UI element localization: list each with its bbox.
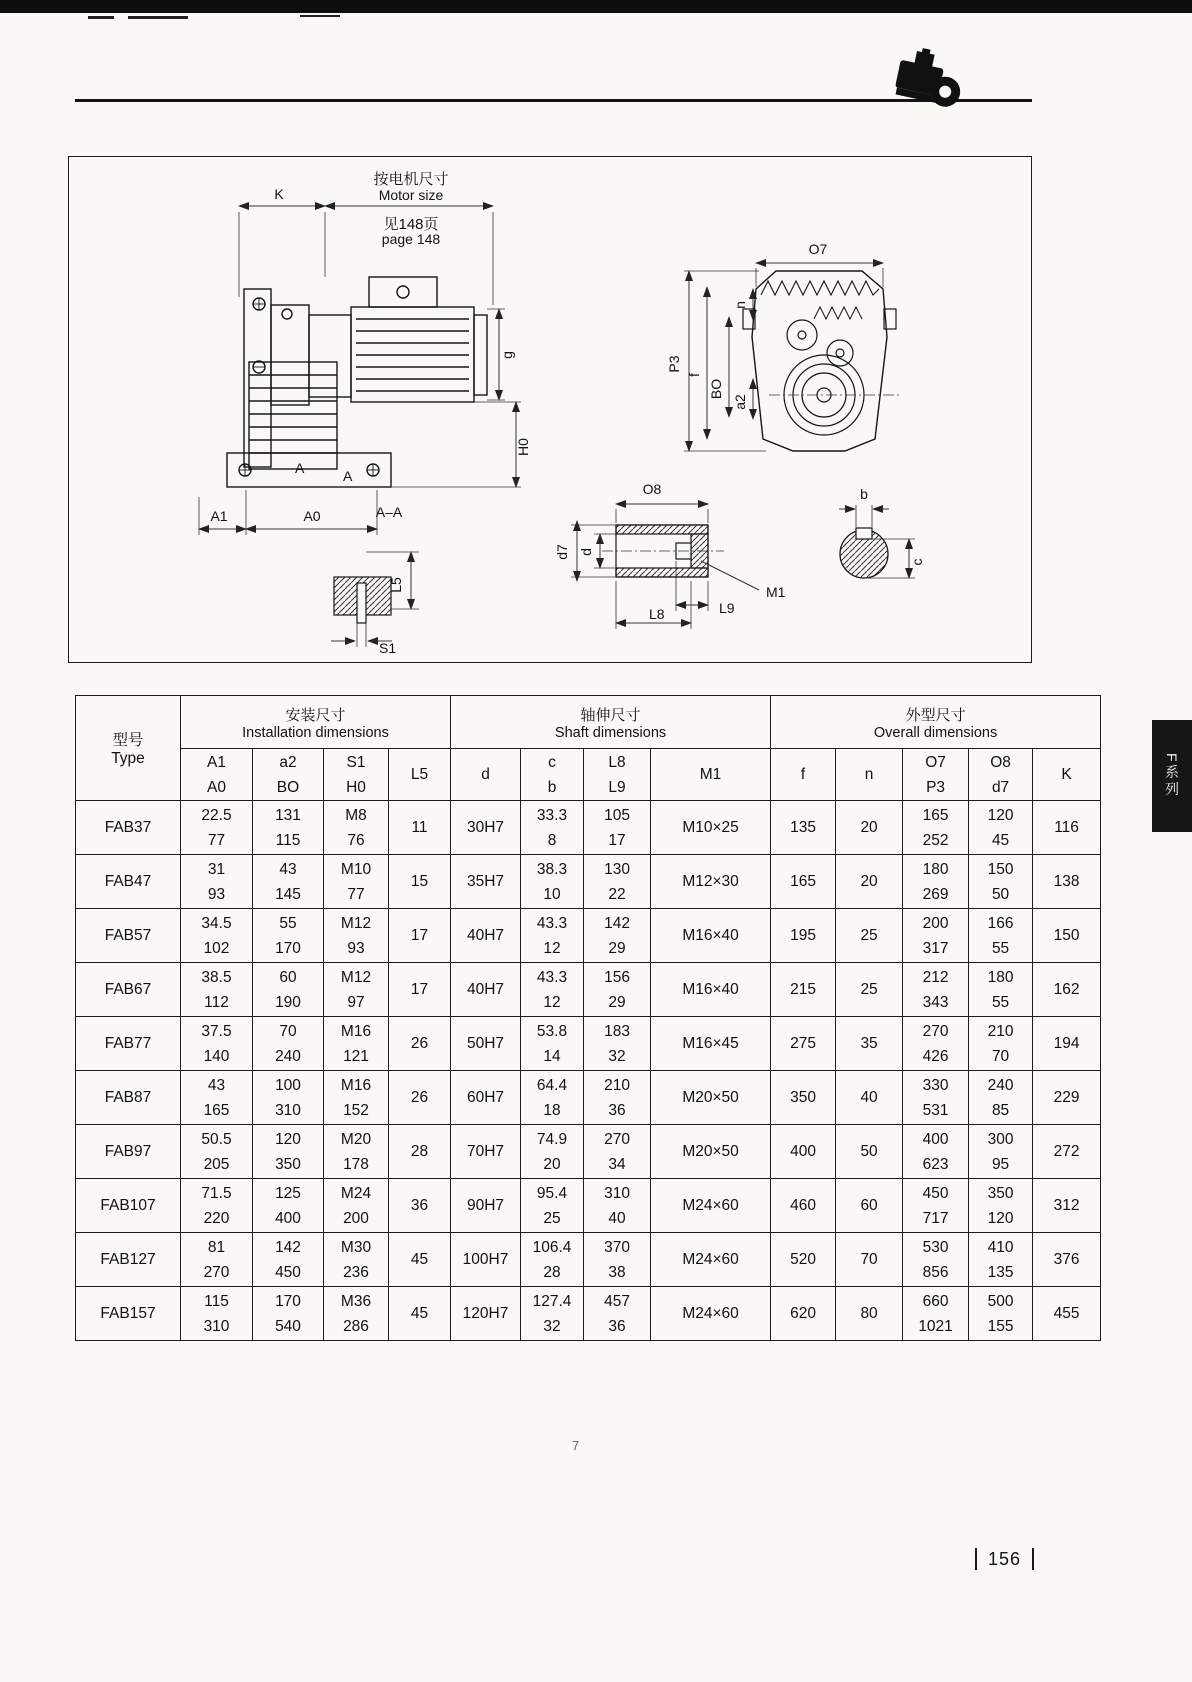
dim-cell: 183 32: [584, 1017, 651, 1071]
dim-cell: 212 343: [903, 963, 969, 1017]
group-header-overall: [771, 696, 1101, 749]
dim-cell: 35: [836, 1017, 903, 1071]
dim-label-n: n: [732, 301, 748, 309]
page-ref-en: page 148: [381, 231, 441, 247]
dim-cell: 71.5 220: [181, 1179, 253, 1233]
dim-cell: 33.3 8: [521, 801, 584, 855]
column-header-row: [76, 749, 1101, 801]
dim-cell: 34.5 102: [181, 909, 253, 963]
column-header-m1: M1: [651, 749, 771, 801]
dim-cell: M16×40: [651, 963, 771, 1017]
table-row-fab97: [76, 1125, 1101, 1179]
dim-cell: 530 856: [903, 1233, 969, 1287]
dim-cell: 410 135: [969, 1233, 1033, 1287]
series-index-label: F系列: [1164, 753, 1180, 799]
scan-mark: [300, 15, 340, 17]
dim-cell: M20 178: [324, 1125, 389, 1179]
dim-cell: 180 269: [903, 855, 969, 909]
dim-cell: 370 38: [584, 1233, 651, 1287]
table-row-fab157: [76, 1287, 1101, 1341]
dim-cell: 40H7: [451, 909, 521, 963]
group-installation-cn: 安装尺寸: [285, 706, 346, 724]
dim-cell: M16×45: [651, 1017, 771, 1071]
dim-cell: 138: [1033, 855, 1101, 909]
dim-cell: 210 70: [969, 1017, 1033, 1071]
group-overall-cn: 外型尺寸: [905, 706, 966, 724]
dim-cell: 350 120: [969, 1179, 1033, 1233]
dim-cell: M20×50: [651, 1071, 771, 1125]
row-type: FAB127: [76, 1233, 181, 1287]
dim-cell: 105 17: [584, 801, 651, 855]
dim-cell: 142 29: [584, 909, 651, 963]
dim-cell: 125 400: [253, 1179, 324, 1233]
column-header-a1: A1 A0: [181, 749, 253, 801]
dim-cell: 81 270: [181, 1233, 253, 1287]
scan-top-bar: [0, 0, 1192, 13]
dim-cell: 55 170: [253, 909, 324, 963]
dim-cell: 150: [1033, 909, 1101, 963]
dim-cell: 40: [836, 1071, 903, 1125]
row-type: FAB57: [76, 909, 181, 963]
dim-cell: 106.4 28: [521, 1233, 584, 1287]
column-header-l8: L8 L9: [584, 749, 651, 801]
dim-cell: 38.3 10: [521, 855, 584, 909]
dim-cell: M24 200: [324, 1179, 389, 1233]
row-type: FAB67: [76, 963, 181, 1017]
type-header-cn: 型号: [112, 732, 144, 749]
dim-label-m1: M1: [766, 584, 786, 600]
dim-label-b: b: [860, 486, 868, 502]
dim-cell: M16 121: [324, 1017, 389, 1071]
dim-label-g: g: [499, 351, 515, 359]
dimension-table-wrap: [75, 695, 1101, 1341]
group-overall-en: Overall dimensions: [873, 724, 998, 741]
dim-cell: M24×60: [651, 1287, 771, 1341]
dim-cell: 195: [771, 909, 836, 963]
column-header-n: n: [836, 749, 903, 801]
technical-drawing-panel: [68, 156, 1032, 663]
dim-label-l5: L5: [388, 577, 404, 593]
dim-label-o7: O7: [808, 241, 828, 257]
dim-cell: 240 85: [969, 1071, 1033, 1125]
dim-label-h0: H0: [515, 438, 531, 456]
dim-cell: 43 145: [253, 855, 324, 909]
dim-label-a0: A0: [303, 508, 321, 524]
row-type: FAB37: [76, 801, 181, 855]
dim-label-d: d: [578, 548, 594, 556]
row-type: FAB47: [76, 855, 181, 909]
motor-size-label-cn: 按电机尺寸: [373, 171, 449, 188]
dim-cell: 70H7: [451, 1125, 521, 1179]
dim-label-s1: S1: [379, 640, 397, 656]
dim-label-l9: L9: [719, 600, 735, 616]
dim-cell: 31 93: [181, 855, 253, 909]
dim-cell: 376: [1033, 1233, 1101, 1287]
group-header-shaft: [451, 696, 771, 749]
group-shaft-cn: 轴伸尺寸: [580, 706, 641, 724]
section-mark-a-left: A: [295, 460, 305, 476]
dim-cell: 229: [1033, 1071, 1101, 1125]
dim-cell: 60H7: [451, 1071, 521, 1125]
dim-cell: 11: [389, 801, 451, 855]
page-number-value: 156: [988, 1548, 1022, 1569]
dim-cell: M24×60: [651, 1233, 771, 1287]
dim-cell: 95.4 25: [521, 1179, 584, 1233]
dim-cell: 162: [1033, 963, 1101, 1017]
scan-stray-mark: 7: [572, 1438, 580, 1453]
dim-cell: 660 1021: [903, 1287, 969, 1341]
row-type: FAB77: [76, 1017, 181, 1071]
dim-cell: M24×60: [651, 1179, 771, 1233]
dim-cell: 90H7: [451, 1179, 521, 1233]
dim-cell: 15: [389, 855, 451, 909]
dim-label-c: c: [909, 558, 925, 566]
dimension-table: [75, 695, 1101, 1341]
brand-logo-icon: [888, 48, 968, 129]
dim-cell: 210 36: [584, 1071, 651, 1125]
dim-cell: 270 426: [903, 1017, 969, 1071]
row-type: FAB97: [76, 1125, 181, 1179]
dim-cell: 120 45: [969, 801, 1033, 855]
table-row-fab67: [76, 963, 1101, 1017]
dimension-table-body: [76, 801, 1101, 1341]
dim-cell: 166 55: [969, 909, 1033, 963]
dim-cell: 272: [1033, 1125, 1101, 1179]
dim-cell: 275: [771, 1017, 836, 1071]
row-type: FAB107: [76, 1179, 181, 1233]
dim-cell: 17: [389, 963, 451, 1017]
dim-cell: 26: [389, 1017, 451, 1071]
table-row-fab87: [76, 1071, 1101, 1125]
dim-cell: 115 310: [181, 1287, 253, 1341]
column-header-o7: O7 P3: [903, 749, 969, 801]
section-mark-a-right: A: [343, 468, 353, 484]
page-number-bar-left: [975, 1548, 977, 1570]
dim-cell: 300 95: [969, 1125, 1033, 1179]
dim-cell: M30 236: [324, 1233, 389, 1287]
dim-cell: 142 450: [253, 1233, 324, 1287]
dim-cell: M10 77: [324, 855, 389, 909]
dim-cell: 312: [1033, 1179, 1101, 1233]
dim-cell: 156 29: [584, 963, 651, 1017]
dim-cell: 170 540: [253, 1287, 324, 1341]
group-header-installation: [181, 696, 451, 749]
dim-cell: 50: [836, 1125, 903, 1179]
dim-cell: 60: [836, 1179, 903, 1233]
page-ref-cn: 见148页: [383, 216, 439, 233]
dim-cell: 450 717: [903, 1179, 969, 1233]
dim-cell: 17: [389, 909, 451, 963]
dim-cell: 53.8 14: [521, 1017, 584, 1071]
dim-cell: 35H7: [451, 855, 521, 909]
dim-cell: 25: [836, 909, 903, 963]
dim-cell: 25: [836, 963, 903, 1017]
dim-cell: M20×50: [651, 1125, 771, 1179]
table-row-fab37: [76, 801, 1101, 855]
table-row-fab57: [76, 909, 1101, 963]
dim-cell: 36: [389, 1179, 451, 1233]
motor-size-label-en: Motor size: [378, 187, 444, 203]
table-row-fab77: [76, 1017, 1101, 1071]
keyway-section-view: [839, 486, 925, 578]
dim-cell: 45: [389, 1287, 451, 1341]
technical-drawing: [69, 157, 1031, 662]
dim-cell: 43.3 12: [521, 909, 584, 963]
column-header-f: f: [771, 749, 836, 801]
dim-cell: 28: [389, 1125, 451, 1179]
dim-cell: 620: [771, 1287, 836, 1341]
dim-label-a2: a2: [732, 394, 748, 410]
type-column-header: [76, 696, 181, 801]
dim-cell: M16×40: [651, 909, 771, 963]
dim-cell: 45: [389, 1233, 451, 1287]
dim-cell: 74.9 20: [521, 1125, 584, 1179]
group-shaft-en: Shaft dimensions: [554, 724, 667, 741]
dim-cell: 120 350: [253, 1125, 324, 1179]
dim-cell: 500 155: [969, 1287, 1033, 1341]
dim-cell: 100 310: [253, 1071, 324, 1125]
dim-cell: 64.4 18: [521, 1071, 584, 1125]
group-installation-en: Installation dimensions: [242, 724, 389, 741]
column-header-d: d: [451, 749, 521, 801]
dim-cell: 135: [771, 801, 836, 855]
dim-cell: 60 190: [253, 963, 324, 1017]
dim-cell: 26: [389, 1071, 451, 1125]
column-header-o8: O8 d7: [969, 749, 1033, 801]
dim-cell: 30H7: [451, 801, 521, 855]
group-header-row: [76, 696, 1101, 749]
column-header-a2: a2 BO: [253, 749, 324, 801]
dim-cell: 455: [1033, 1287, 1101, 1341]
dim-cell: 150 50: [969, 855, 1033, 909]
dim-label-a1: A1: [210, 508, 228, 524]
row-type: FAB157: [76, 1287, 181, 1341]
scan-mark: [128, 16, 188, 19]
dim-cell: 50H7: [451, 1017, 521, 1071]
dim-cell: M12×30: [651, 855, 771, 909]
page-number-bar-right: [1032, 1548, 1034, 1570]
dim-cell: 520: [771, 1233, 836, 1287]
section-label: A–A: [375, 504, 403, 520]
dim-cell: 180 55: [969, 963, 1033, 1017]
dim-cell: 400: [771, 1125, 836, 1179]
dim-cell: 116: [1033, 801, 1101, 855]
section-view: [331, 552, 419, 656]
shaft-detail-view: [554, 481, 786, 629]
dim-cell: 130 22: [584, 855, 651, 909]
dim-cell: 270 34: [584, 1125, 651, 1179]
dim-cell: 37.5 140: [181, 1017, 253, 1071]
page-number: [975, 1548, 1034, 1570]
dim-cell: M12 97: [324, 963, 389, 1017]
type-header-en: Type: [111, 750, 145, 767]
dim-cell: 43.3 12: [521, 963, 584, 1017]
dim-cell: 120H7: [451, 1287, 521, 1341]
dim-cell: 165 252: [903, 801, 969, 855]
dim-cell: 70 240: [253, 1017, 324, 1071]
dim-label-f: f: [686, 373, 702, 377]
dim-cell: 400 623: [903, 1125, 969, 1179]
dim-cell: 194: [1033, 1017, 1101, 1071]
dim-cell: M16 152: [324, 1071, 389, 1125]
scan-mark: [88, 16, 114, 19]
dim-label-l8: L8: [649, 606, 665, 622]
dim-cell: 460: [771, 1179, 836, 1233]
dim-cell: M8 76: [324, 801, 389, 855]
dim-label-k: K: [274, 186, 284, 202]
dim-cell: 350: [771, 1071, 836, 1125]
dim-cell: 165: [771, 855, 836, 909]
dim-cell: 457 36: [584, 1287, 651, 1341]
dim-cell: 70: [836, 1233, 903, 1287]
dim-cell: 330 531: [903, 1071, 969, 1125]
dim-cell: 127.4 32: [521, 1287, 584, 1341]
dim-label-bo: BO: [708, 378, 724, 400]
column-header-c: c b: [521, 749, 584, 801]
column-header-s1: S1 H0: [324, 749, 389, 801]
dim-cell: M10×25: [651, 801, 771, 855]
dim-cell: 200 317: [903, 909, 969, 963]
dim-cell: M12 93: [324, 909, 389, 963]
dim-cell: 20: [836, 801, 903, 855]
gearbox-front-view: [227, 277, 487, 487]
table-row-fab47: [76, 855, 1101, 909]
dim-cell: 38.5 112: [181, 963, 253, 1017]
dim-label-o8: O8: [642, 481, 662, 497]
column-header-l5: L5: [389, 749, 451, 801]
dim-cell: 131 115: [253, 801, 324, 855]
dim-cell: 40H7: [451, 963, 521, 1017]
dim-cell: 43 165: [181, 1071, 253, 1125]
table-row-fab107: [76, 1179, 1101, 1233]
column-header-k: K: [1033, 749, 1101, 801]
dim-cell: 215: [771, 963, 836, 1017]
table-row-fab127: [76, 1233, 1101, 1287]
dim-cell: 20: [836, 855, 903, 909]
dim-cell: 310 40: [584, 1179, 651, 1233]
dim-label-d7: d7: [554, 544, 570, 560]
series-index-tab: [1152, 720, 1192, 832]
dim-label-p3: P3: [666, 355, 682, 373]
dim-cell: 100H7: [451, 1233, 521, 1287]
end-view: [666, 241, 901, 451]
dim-cell: M36 286: [324, 1287, 389, 1341]
row-type: FAB87: [76, 1071, 181, 1125]
dim-cell: 50.5 205: [181, 1125, 253, 1179]
dim-cell: 22.5 77: [181, 801, 253, 855]
dim-cell: 80: [836, 1287, 903, 1341]
